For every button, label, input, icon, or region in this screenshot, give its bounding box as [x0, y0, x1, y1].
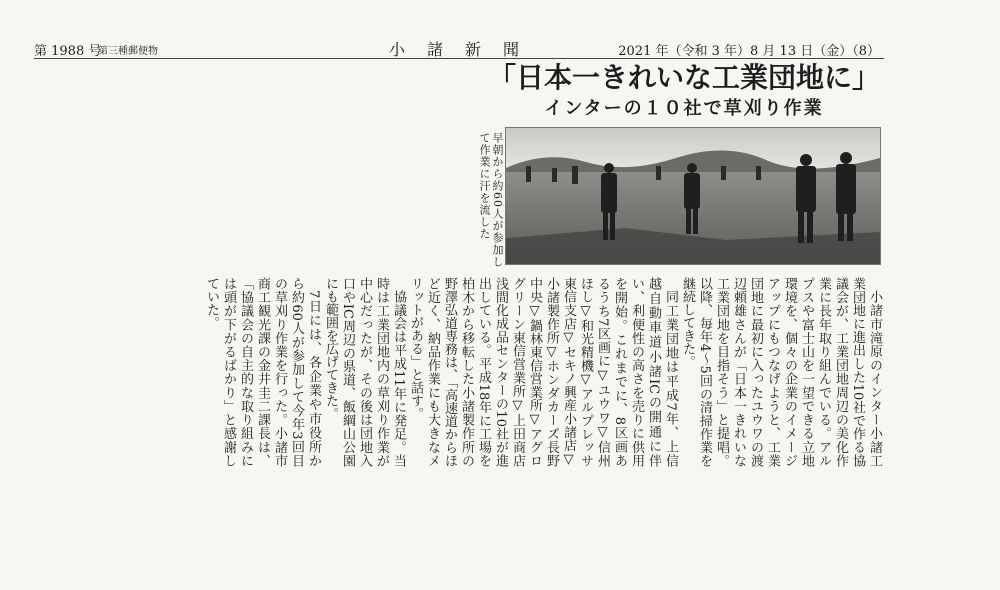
- newspaper-name: 小諸新聞: [389, 40, 542, 59]
- article-headline: 「日本一きれいな工業団地に」: [487, 61, 880, 94]
- article-photo: [505, 127, 881, 265]
- issue-number: 第 1988 号: [34, 44, 102, 59]
- article-paragraph: 同工業団地は平成7年、上信越自動車道小諸ICの開通に伴い、利便性の高さを売りに供用を開始。これまでに、8区画あるうち7区画に▽ユウワ▽信州ほし▽和光精機▽アルプレッサ東信支店▽セキノ興産小諸店▽小諸製作所▽ホンダカーズ長野中央▽鍋林東信営業所▽アグログリーン東信営業所▽上田商店浅間化成品センターの10社が進出している。平成18年に工場を柏木から移転した小諸製作所の野澤弘道専務は、「高速道からほど近く、納品作業にも大きなメリットがある」と話す。: [408, 277, 678, 467]
- mail-class: 第三種郵便物: [98, 46, 158, 57]
- article-body: [204, 277, 883, 467]
- article-paragraph: 協議会は平成11年に発足。当時は工業団地内の草刈り作業が中心だったが、その後は団地入口やIC周辺の県道、飯綱山公園にも範囲を広げてきた。: [323, 277, 406, 467]
- page-header: [34, 36, 884, 59]
- article-subheadline: インターの１０社で草刈り作業: [544, 98, 824, 119]
- photo-illustration: [506, 128, 880, 264]
- publication-date: 2021 年（令和 3 年）8 月 13 日（金）（8）: [618, 44, 880, 59]
- article-paragraph: 7日には、各企業や市役所から約60人が参加して今年3回目の草刈り作業を行った。小諸市商工観光課の金井圭二課長は、「協議会の自主的な取り組みには頭が下がるばかり」と感謝していた。: [204, 277, 321, 467]
- photo-caption: 早朝から約60人が参加して作業に汗を流した: [478, 132, 504, 268]
- article-paragraph: 小諸市滝原のインター小諸工業団地に進出した10社で作る協議会が、工業団地周辺の美化作業に長年取り組んでいる。アルプスや富士山を一望できる立地環境を、個々の企業のイメージアップにもつなげようと、工業団地に最初に入ったユウワの渡辺頼雄さんが「日本一きれいな工業団地を目指そう」と提唱。以降、毎年4～5回の清掃作業を継続してきた。: [680, 277, 882, 467]
- article-headline-block: [486, 60, 882, 122]
